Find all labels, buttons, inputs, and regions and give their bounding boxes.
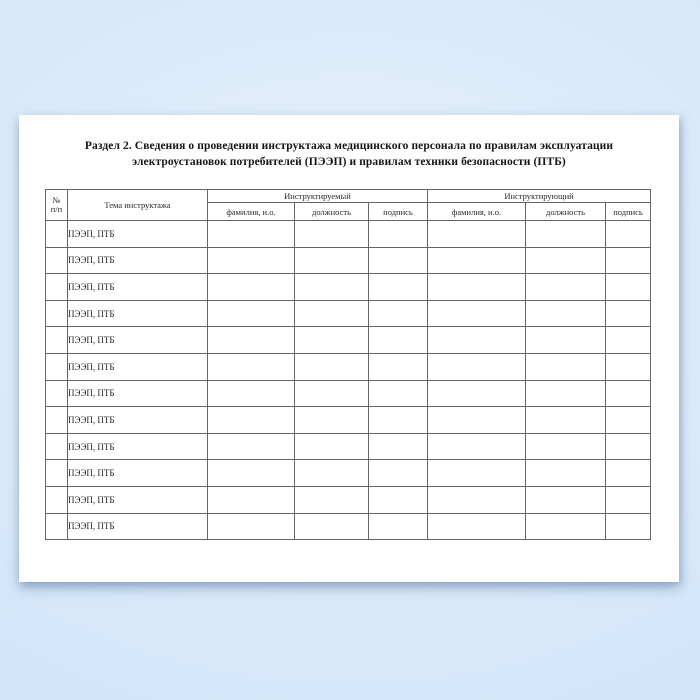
cell-row-number (46, 486, 68, 513)
cell-instructed-signature (369, 353, 428, 380)
header-row-number-line-1: № (52, 195, 61, 205)
cell-row-number (46, 327, 68, 354)
cell-instructor-signature (606, 460, 651, 487)
table-row (46, 221, 651, 248)
table-row (46, 327, 651, 354)
cell-instructor-position (526, 247, 606, 274)
cell-instructed-position (295, 460, 369, 487)
cell-instructor-position (526, 274, 606, 301)
cell-row-number (46, 274, 68, 301)
cell-topic: ПЭЭП, ПТБ (68, 380, 208, 407)
cell-instructed-signature (369, 274, 428, 301)
header-instructed-surname: фамилия, и.о. (208, 203, 295, 221)
header-row-number-line-2: п/п (50, 204, 63, 214)
header-instructed-position: должность (295, 203, 369, 221)
table-row (46, 407, 651, 434)
header-instructor-signature: подпись (606, 203, 651, 221)
cell-instructor-signature (606, 513, 651, 540)
cell-row-number (46, 513, 68, 540)
cell-instructed-position (295, 380, 369, 407)
cell-instructed-signature (369, 247, 428, 274)
cell-instructor-surname (428, 300, 526, 327)
instruction-log-table (45, 189, 651, 540)
cell-topic: ПЭЭП, ПТБ (68, 300, 208, 327)
cell-instructor-position (526, 460, 606, 487)
cell-row-number (46, 353, 68, 380)
cell-topic: ПЭЭП, ПТБ (68, 221, 208, 248)
cell-topic: ПЭЭП, ПТБ (68, 460, 208, 487)
cell-topic: ПЭЭП, ПТБ (68, 486, 208, 513)
cell-instructed-surname (208, 380, 295, 407)
cell-topic: ПЭЭП, ПТБ (68, 513, 208, 540)
table-row (46, 380, 651, 407)
cell-instructed-signature (369, 513, 428, 540)
table-body (46, 221, 651, 540)
cell-topic: ПЭЭП, ПТБ (68, 274, 208, 301)
cell-instructed-surname (208, 327, 295, 354)
cell-instructed-position (295, 274, 369, 301)
cell-instructed-position (295, 353, 369, 380)
cell-instructed-surname (208, 274, 295, 301)
cell-row-number (46, 380, 68, 407)
cell-instructed-position (295, 221, 369, 248)
header-group-instructor: Инструктирующий (428, 190, 651, 203)
cell-row-number (46, 300, 68, 327)
table-row (46, 486, 651, 513)
table-row (46, 460, 651, 487)
cell-instructor-position (526, 433, 606, 460)
cell-instructor-surname (428, 353, 526, 380)
cell-row-number (46, 460, 68, 487)
cell-instructor-signature (606, 247, 651, 274)
document-title-line-1: Раздел 2. Сведения о проведении инструктажа медицинского персонала по правилам эксплуатации (84, 140, 614, 152)
cell-row-number (46, 433, 68, 460)
cell-instructed-signature (369, 380, 428, 407)
cell-instructed-surname (208, 460, 295, 487)
cell-instructor-position (526, 513, 606, 540)
cell-instructed-signature (369, 486, 428, 513)
table-row (46, 274, 651, 301)
cell-instructed-position (295, 247, 369, 274)
cell-instructed-position (295, 513, 369, 540)
header-group-instructed: Инструктируемый (208, 190, 428, 203)
cell-instructor-position (526, 486, 606, 513)
cell-instructed-surname (208, 513, 295, 540)
cell-instructed-signature (369, 460, 428, 487)
cell-instructed-position (295, 407, 369, 434)
cell-instructed-signature (369, 433, 428, 460)
cell-instructor-position (526, 221, 606, 248)
cell-instructor-surname (428, 380, 526, 407)
cell-instructed-surname (208, 221, 295, 248)
cell-instructor-position (526, 353, 606, 380)
cell-instructed-signature (369, 407, 428, 434)
cell-topic: ПЭЭП, ПТБ (68, 433, 208, 460)
cell-instructor-position (526, 407, 606, 434)
cell-row-number (46, 247, 68, 274)
cell-instructed-signature (369, 327, 428, 354)
cell-instructor-signature (606, 486, 651, 513)
cell-instructor-signature (606, 353, 651, 380)
cell-instructor-surname (428, 327, 526, 354)
cell-row-number (46, 407, 68, 434)
document-title-line-2: электроустановок потребителей (ПЭЭП) и правилам техники безопасности (ПТБ) (132, 155, 566, 168)
cell-instructor-signature (606, 300, 651, 327)
cell-instructor-surname (428, 433, 526, 460)
cell-instructor-signature (606, 380, 651, 407)
cell-instructed-surname (208, 353, 295, 380)
table-row (46, 433, 651, 460)
cell-instructed-signature (369, 221, 428, 248)
cell-instructed-position (295, 300, 369, 327)
cell-instructor-surname (428, 247, 526, 274)
cell-instructor-position (526, 380, 606, 407)
table-row (46, 300, 651, 327)
cell-instructed-surname (208, 433, 295, 460)
cell-topic: ПЭЭП, ПТБ (68, 327, 208, 354)
table-row (46, 513, 651, 540)
cell-instructed-position (295, 433, 369, 460)
document-title (19, 139, 679, 170)
cell-instructor-surname (428, 486, 526, 513)
cell-instructor-signature (606, 407, 651, 434)
header-row-number (46, 190, 68, 221)
cell-topic: ПЭЭП, ПТБ (68, 247, 208, 274)
header-instructor-surname: фамилия, и.о. (428, 203, 526, 221)
cell-instructor-surname (428, 407, 526, 434)
table-header (46, 190, 651, 221)
cell-instructed-position (295, 327, 369, 354)
cell-instructor-surname (428, 274, 526, 301)
cell-row-number (46, 221, 68, 248)
cell-instructor-surname (428, 221, 526, 248)
cell-instructed-surname (208, 247, 295, 274)
cell-instructor-surname (428, 513, 526, 540)
cell-instructor-surname (428, 460, 526, 487)
cell-instructor-position (526, 327, 606, 354)
cell-instructor-position (526, 300, 606, 327)
cell-instructed-surname (208, 300, 295, 327)
table-row (46, 247, 651, 274)
cell-instructor-signature (606, 221, 651, 248)
document-page (19, 115, 679, 582)
table-header-group-row (46, 190, 651, 203)
cell-instructor-signature (606, 433, 651, 460)
cell-topic: ПЭЭП, ПТБ (68, 407, 208, 434)
cell-instructed-position (295, 486, 369, 513)
cell-instructor-signature (606, 274, 651, 301)
cell-topic: ПЭЭП, ПТБ (68, 353, 208, 380)
header-topic: Тема инструктажа (68, 190, 208, 221)
table-row (46, 353, 651, 380)
cell-instructed-signature (369, 300, 428, 327)
header-instructed-signature: подпись (369, 203, 428, 221)
header-instructor-position: должность (526, 203, 606, 221)
cell-instructed-surname (208, 486, 295, 513)
cell-instructed-surname (208, 407, 295, 434)
cell-instructor-signature (606, 327, 651, 354)
